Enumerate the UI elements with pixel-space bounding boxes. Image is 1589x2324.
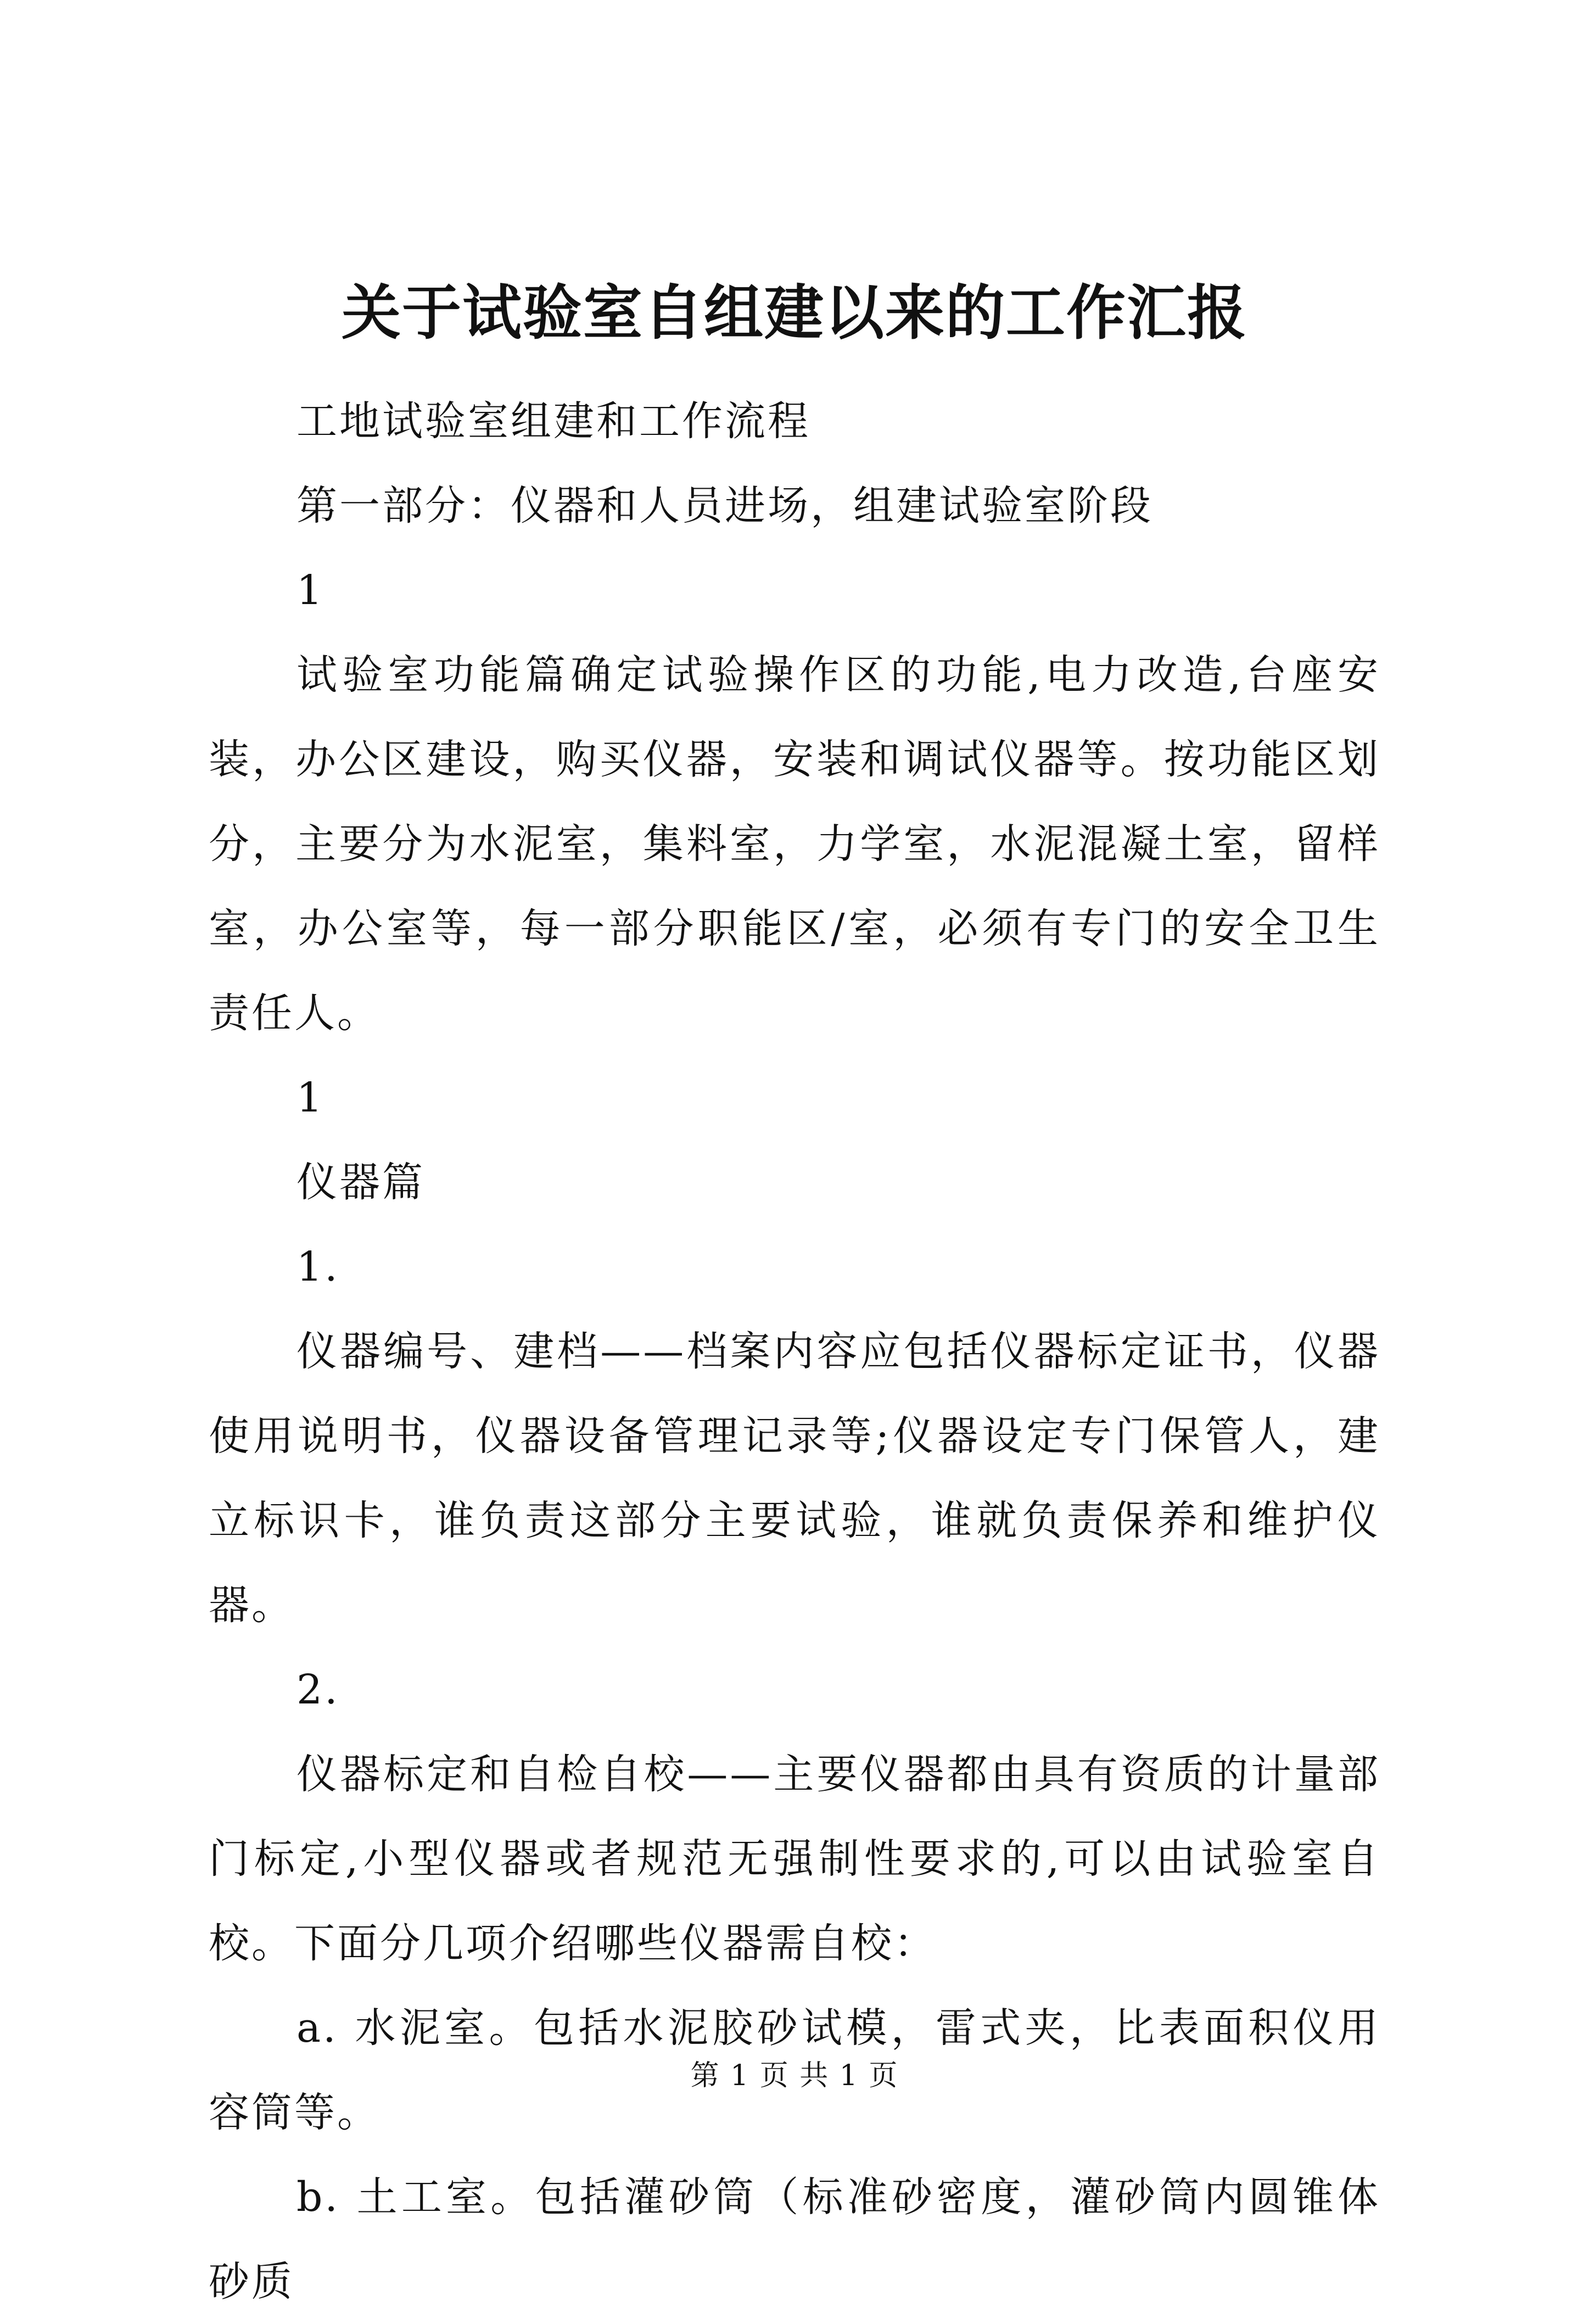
body-paragraph: 仪器标定和自检自校——主要仪器都由具有资质的计量部门标定,小型仪器或者规范无强制性要求的,可以由试验室自校。下面分几项介绍哪些仪器需自校： <box>209 1751 1380 1967</box>
section-heading: 第一部分：仪器和人员进场，组建试验室阶段 <box>296 482 1153 529</box>
number-label: 1 <box>296 567 325 614</box>
section-heading: 仪器篇 <box>296 1159 425 1206</box>
page-footer: 第 1 页 共 1 页 <box>690 2059 899 2092</box>
list-number: 1. <box>296 1243 340 1291</box>
list-item: a. 水泥室。包括水泥胶砂试模，雷式夹，比表面积仪用容筒等。 <box>209 2004 1380 2136</box>
body-paragraph: 仪器编号、建档——档案内容应包括仪器标定证书，仪器使用说明书，仪器设备管理记录等;仪器设定专门保管人，建立标识卡，谁负责这部分主要试验，谁就负责保养和维护仪器。 <box>209 1328 1380 1629</box>
list-item: b. 土工室。包括灌砂筒（标准砂密度，灌砂筒内圆锥体砂质 <box>209 2174 1380 2305</box>
number-label: 1 <box>296 1074 325 1121</box>
document-body <box>209 379 1380 2324</box>
document-title: 关于试验室自组建以来的工作汇报 <box>341 278 1247 348</box>
list-number: 2. <box>296 1666 340 1713</box>
body-paragraph: 试验室功能篇确定试验操作区的功能,电力改造,台座安装，办公区建设，购买仪器，安装和调试仪器等。按功能区划分，主要分为水泥室，集料室，力学室，水泥混凝土室，留样室，办公室等，每一部分职能区/室，必须有专门的安全卫生责任人。 <box>209 651 1380 1037</box>
subtitle-paragraph: 工地试验室组建和工作流程 <box>296 398 810 445</box>
